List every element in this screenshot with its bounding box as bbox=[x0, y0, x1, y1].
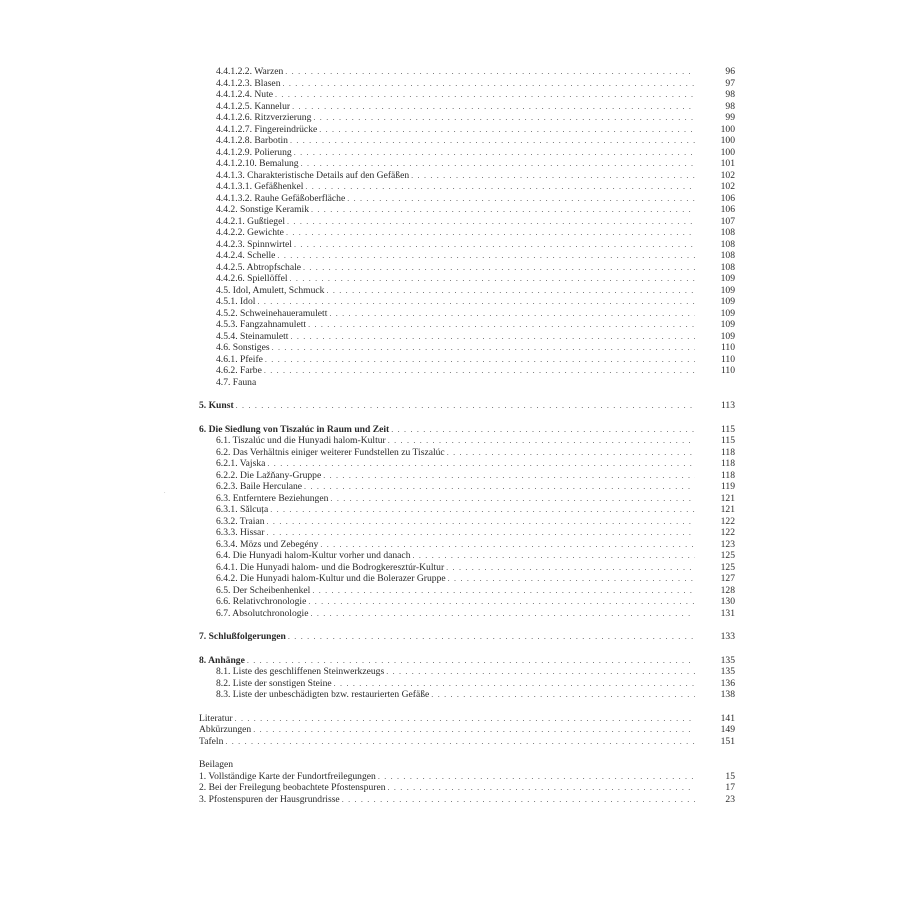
toc-entry bbox=[199, 170, 735, 182]
toc-entry-title: 4.4.1.2.2. Warzen bbox=[216, 66, 284, 77]
toc-entry bbox=[199, 331, 735, 343]
dot-leader bbox=[267, 516, 695, 528]
toc-entry-page: 130 bbox=[720, 596, 735, 607]
toc-entry-page: 106 bbox=[720, 192, 735, 204]
dot-leader bbox=[275, 89, 695, 101]
toc-entry-page: 106 bbox=[720, 204, 735, 215]
toc-entry-page: 101 bbox=[720, 158, 735, 169]
toc-entry-title: 4.4.1.2.8. Barbotin bbox=[216, 135, 288, 146]
toc-entry-page: 118 bbox=[720, 469, 735, 481]
toc-entry-page: 149 bbox=[720, 724, 735, 735]
toc-entry bbox=[199, 435, 735, 447]
toc-entry-page: 121 bbox=[720, 492, 735, 504]
dot-leader bbox=[446, 562, 695, 574]
toc-entry-page: 133 bbox=[720, 631, 735, 642]
dot-leader bbox=[290, 135, 695, 147]
toc-entry bbox=[199, 573, 735, 585]
dot-leader bbox=[290, 331, 695, 343]
toc-entry-title: 4.4.1.2.10. Bemalung bbox=[216, 158, 299, 169]
dot-leader bbox=[283, 78, 696, 90]
toc-entry bbox=[199, 354, 735, 366]
toc-entry-title: 8.2. Liste der sonstigen Steine bbox=[216, 677, 332, 689]
toc-entry-page: 108 bbox=[720, 250, 735, 261]
toc-entry-title: 4.4.1.2.7. Fingereindrücke bbox=[216, 123, 318, 135]
toc-entry-page: 115 bbox=[720, 423, 735, 435]
toc-entry-page: 151 bbox=[720, 735, 735, 747]
toc-entry-page: 108 bbox=[720, 238, 735, 250]
toc-entry-page: 118 bbox=[720, 458, 735, 469]
toc-entry bbox=[199, 239, 735, 251]
dot-leader bbox=[267, 458, 695, 470]
toc-entry bbox=[199, 124, 735, 136]
toc-entry-title: 8.1. Liste des geschliffenen Steinwerkzeugs bbox=[216, 666, 385, 677]
toc-entry-title: 4.4.2.6. Spiellöffel bbox=[216, 273, 288, 284]
toc-entry bbox=[199, 689, 735, 701]
toc-entry-title: 3. Pfostenspuren der Hausgrundrisse bbox=[199, 793, 340, 805]
toc-entry-title: 2. Bei der Freilegung beobachtete Pfostenspuren bbox=[199, 782, 386, 793]
toc-entry-page: 127 bbox=[720, 573, 735, 584]
toc-entry-title: 4.4.2.5. Abtropfschale bbox=[216, 261, 301, 273]
beilage-entry bbox=[199, 771, 735, 783]
dot-leader bbox=[326, 285, 695, 297]
dot-leader bbox=[303, 262, 695, 274]
back-matter-entry bbox=[199, 724, 735, 736]
toc-entry-page: 119 bbox=[720, 481, 735, 492]
toc-entry bbox=[199, 216, 735, 228]
dot-leader bbox=[294, 239, 695, 251]
dot-leader bbox=[294, 147, 695, 159]
toc-entry bbox=[199, 562, 735, 574]
dot-leader bbox=[448, 573, 695, 585]
toc-entry-title: 6.3.2. Traian bbox=[216, 515, 265, 527]
toc-entry bbox=[199, 447, 735, 459]
toc-entry-page: 125 bbox=[720, 561, 735, 573]
toc-entry bbox=[199, 112, 735, 124]
toc-entry-page: 122 bbox=[720, 527, 735, 538]
toc-entry bbox=[199, 678, 735, 690]
toc-entry bbox=[199, 204, 735, 216]
toc-entry-title: 6.3.1. Sălcuța bbox=[216, 504, 269, 515]
chapter-heading bbox=[199, 631, 735, 643]
toc-entry-page: 100 bbox=[720, 135, 735, 146]
toc-entry bbox=[199, 158, 735, 170]
toc-entry-title: 4.5.3. Fangzahnamulett bbox=[216, 319, 307, 330]
toc-entry-title: 4.4.2.1. Gußtiegel bbox=[216, 215, 286, 227]
toc-entry-page: 118 bbox=[720, 446, 735, 458]
toc-entry-title: 4.4.1.2.9. Polierung bbox=[216, 146, 292, 158]
dot-leader bbox=[329, 308, 695, 320]
dot-leader bbox=[334, 678, 695, 690]
toc-entry-title: 6.7. Absolutchronologie bbox=[216, 607, 309, 619]
toc-entry-page: 109 bbox=[720, 284, 735, 296]
toc-entry-page: 97 bbox=[725, 77, 735, 89]
toc-entry bbox=[199, 66, 735, 78]
toc-entry bbox=[199, 550, 735, 562]
dot-leader bbox=[287, 216, 695, 228]
toc-entry-page: 108 bbox=[720, 227, 735, 238]
dot-leader bbox=[447, 447, 695, 459]
toc-entry bbox=[199, 89, 735, 101]
toc-entry bbox=[199, 493, 735, 505]
toc-entry-title: 6.4. Die Hunyadi halom-Kultur vorher und danach bbox=[216, 550, 411, 561]
toc-entry-title: 4.5. Idol, Amulett, Schmuck bbox=[216, 284, 325, 296]
dot-leader bbox=[288, 631, 695, 643]
toc-entry-title: 4.6. Sonstiges bbox=[216, 342, 270, 353]
toc-entry-page: 109 bbox=[720, 273, 735, 284]
toc-entry-page: 131 bbox=[720, 607, 735, 619]
toc-entry bbox=[199, 470, 735, 482]
toc-entry-page: 98 bbox=[725, 100, 735, 112]
toc-entry-page: 102 bbox=[720, 181, 735, 192]
toc-entry-title: 4.4.2.2. Gewichte bbox=[216, 227, 284, 238]
toc-entry-page: 98 bbox=[725, 89, 735, 100]
beilagen-section bbox=[199, 759, 735, 805]
toc-entry bbox=[199, 78, 735, 90]
back-matter-entry bbox=[199, 713, 735, 725]
toc-entry-title: 6.1. Tiszalúc und die Hunyadi halom-Kultur bbox=[216, 435, 386, 446]
toc-entry-title: 4.7. Fauna bbox=[216, 376, 257, 388]
dot-leader bbox=[267, 527, 696, 539]
toc-entry-title: 6.4.1. Die Hunyadi halom- und die Bodrogkeresztúr-Kultur bbox=[216, 561, 445, 573]
toc-entry-title: 6.3.4. Mözs und Zebegény bbox=[216, 538, 319, 550]
toc-entry bbox=[199, 273, 735, 285]
dot-leader bbox=[235, 713, 695, 725]
toc-entry-page: 99 bbox=[725, 112, 735, 123]
toc-entry bbox=[199, 377, 735, 389]
toc-entry bbox=[199, 319, 735, 331]
toc-entry bbox=[199, 527, 735, 539]
toc-entry bbox=[199, 147, 735, 159]
toc-entry-page: 107 bbox=[720, 215, 735, 227]
toc-entry-title: 6.3.3. Hissar bbox=[216, 527, 265, 538]
toc-entry-title: 4.4.2.4. Schelle bbox=[216, 250, 276, 261]
toc-entry bbox=[199, 101, 735, 113]
toc-entry-title: 4.4.2. Sonstige Keramik bbox=[216, 204, 309, 215]
dot-leader bbox=[431, 689, 695, 701]
dot-leader bbox=[386, 666, 695, 678]
toc-entry-page: 128 bbox=[720, 584, 735, 596]
toc-entry-title: 6.3. Entferntere Beziehungen bbox=[216, 492, 329, 504]
toc-entry bbox=[199, 342, 735, 354]
toc-entry bbox=[199, 516, 735, 528]
toc-entry bbox=[199, 227, 735, 239]
toc-entry bbox=[199, 539, 735, 551]
dot-leader bbox=[342, 794, 695, 806]
toc-entry-page: 113 bbox=[720, 400, 735, 411]
toc-entry-page: 123 bbox=[720, 538, 735, 550]
dot-leader bbox=[413, 550, 696, 562]
toc-entry-title: 6.2.2. Die Lažňany-Gruppe bbox=[216, 469, 322, 481]
dot-leader bbox=[313, 112, 695, 124]
dot-leader bbox=[292, 101, 695, 113]
toc-entry-title: 6. Die Siedlung von Tiszalúc in Raum und Zeit bbox=[199, 423, 390, 435]
toc-entry-page: 110 bbox=[720, 342, 735, 353]
dot-leader bbox=[270, 504, 695, 516]
dot-leader bbox=[265, 354, 695, 366]
dot-leader bbox=[305, 181, 695, 193]
toc-entry-title: 6.2.1. Vajska bbox=[216, 458, 266, 469]
dot-leader bbox=[290, 273, 695, 285]
toc-entry-page: 110 bbox=[720, 353, 735, 365]
toc-entry-title: 4.4.1.3.1. Gefäßhenkel bbox=[216, 181, 304, 192]
beilage-entry bbox=[199, 782, 735, 794]
toc-entry-page: 109 bbox=[720, 307, 735, 319]
toc-entry bbox=[199, 193, 735, 205]
toc-entry-page: 125 bbox=[720, 550, 735, 561]
toc-entry-page: 135 bbox=[720, 654, 735, 666]
toc-entry-page: 138 bbox=[720, 689, 735, 700]
toc-entry bbox=[199, 608, 735, 620]
section-4-list bbox=[199, 66, 735, 388]
toc-entry-page: 109 bbox=[720, 330, 735, 342]
dot-leader bbox=[277, 250, 695, 262]
chapter-heading bbox=[199, 655, 735, 667]
section-5 bbox=[199, 400, 735, 412]
toc-entry-title: 6.2.3. Baile Herculane bbox=[216, 481, 303, 492]
toc-entry bbox=[199, 285, 735, 297]
dot-leader bbox=[308, 596, 695, 608]
section-7 bbox=[199, 631, 735, 643]
toc-entry bbox=[199, 481, 735, 493]
toc-entry bbox=[199, 308, 735, 320]
toc-entry-page: 96 bbox=[725, 66, 735, 77]
dot-leader bbox=[320, 539, 695, 551]
toc-entry-title: 4.4.1.3.2. Rauhe Gefäßoberfläche bbox=[216, 192, 346, 204]
toc-entry-page: 100 bbox=[720, 146, 735, 158]
toc-entry-title: 7. Schlußfolgerungen bbox=[199, 631, 286, 642]
dot-leader bbox=[286, 227, 695, 239]
toc-entry-page: 122 bbox=[720, 515, 735, 527]
toc-entry bbox=[199, 596, 735, 608]
margin-mark: . bbox=[164, 489, 166, 495]
toc-entry-title: 4.4.1.3. Charakteristische Details auf den Gefäßen bbox=[216, 169, 410, 181]
dot-leader bbox=[308, 319, 695, 331]
toc-entry-title: 4.4.2.3. Spinnwirtel bbox=[216, 238, 292, 250]
dot-leader bbox=[311, 204, 695, 216]
toc-entry bbox=[199, 458, 735, 470]
dot-leader bbox=[411, 170, 695, 182]
dot-leader bbox=[257, 296, 695, 308]
dot-leader bbox=[285, 66, 695, 78]
back-matter-entry bbox=[199, 736, 735, 748]
toc-entry-title: 8. Anhänge bbox=[199, 654, 245, 666]
toc-entry-title: 4.5.2. Schweinehaueramulett bbox=[216, 307, 328, 319]
dot-leader bbox=[391, 424, 695, 436]
toc-entry bbox=[199, 666, 735, 678]
dot-leader bbox=[304, 481, 695, 493]
toc-entry bbox=[199, 585, 735, 597]
toc-entry-page: 135 bbox=[720, 666, 735, 677]
toc-entry bbox=[199, 250, 735, 262]
dot-leader bbox=[378, 771, 695, 783]
toc-entry-title: Literatur bbox=[199, 712, 233, 724]
toc-entry bbox=[199, 262, 735, 274]
dot-leader bbox=[310, 608, 695, 620]
toc-entry-page: 110 bbox=[720, 365, 735, 376]
toc-entry-page: 109 bbox=[720, 296, 735, 307]
toc-entry-title: 4.6.1. Pfeife bbox=[216, 353, 263, 365]
toc-entry bbox=[199, 181, 735, 193]
toc-entry-page: 136 bbox=[720, 677, 735, 689]
toc-entry-title: 4.4.1.2.6. Ritzverzierung bbox=[216, 112, 312, 123]
toc-entry bbox=[199, 296, 735, 308]
beilage-entry bbox=[199, 794, 735, 806]
dot-leader bbox=[388, 435, 695, 447]
dot-leader bbox=[347, 193, 695, 205]
toc-entry-title: Abkürzungen bbox=[199, 724, 252, 735]
dot-leader bbox=[323, 470, 695, 482]
section-8 bbox=[199, 655, 735, 701]
toc-entry-page: 23 bbox=[725, 793, 735, 805]
toc-entry-page: 115 bbox=[720, 435, 735, 446]
toc-entry-title: 5. Kunst bbox=[199, 400, 234, 411]
toc-entry-title: 1. Vollständige Karte der Fundortfreilegungen bbox=[199, 770, 376, 782]
dot-leader bbox=[319, 124, 695, 136]
toc-entry-page: 17 bbox=[725, 782, 735, 793]
dot-leader bbox=[236, 400, 695, 412]
toc-entry-title: Tafeln bbox=[199, 735, 224, 747]
toc-entry-title: 6.4.2. Die Hunyadi halom-Kultur und die Bolerazer Gruppe bbox=[216, 573, 446, 584]
toc-entry bbox=[199, 135, 735, 147]
dot-leader bbox=[253, 724, 695, 736]
toc-entry-title: 6.2. Das Verhältnis einiger weiterer Fundstellen zu Tiszalúc bbox=[216, 446, 445, 458]
toc-entry-title: 6.6. Relativchronologie bbox=[216, 596, 307, 607]
toc-entry bbox=[199, 504, 735, 516]
toc-entry-page: 15 bbox=[725, 770, 735, 782]
toc-entry-title: 4.5.1. Idol bbox=[216, 296, 256, 307]
toc-entry-title: 4.4.1.2.5. Kannelur bbox=[216, 100, 291, 112]
dot-leader bbox=[272, 342, 695, 354]
toc-entry-page: 109 bbox=[720, 319, 735, 330]
dot-leader bbox=[247, 655, 695, 667]
toc-entry-title: 4.6.2. Farbe bbox=[216, 365, 262, 376]
dot-leader bbox=[388, 782, 696, 794]
toc-entry-title: 6.5. Der Scheibenhenkel bbox=[216, 584, 311, 596]
table-of-contents bbox=[199, 66, 735, 805]
toc-entry bbox=[199, 365, 735, 377]
dot-leader bbox=[330, 493, 695, 505]
dot-leader bbox=[312, 585, 695, 597]
beilagen-heading: Beilagen bbox=[199, 759, 234, 770]
dot-leader bbox=[264, 365, 695, 377]
toc-entry-page: 108 bbox=[720, 261, 735, 273]
toc-entry-title: 8.3. Liste der unbeschädigten bzw. restaurierten Gefäße bbox=[216, 689, 430, 700]
section-6 bbox=[199, 424, 735, 620]
chapter-heading bbox=[199, 400, 735, 412]
toc-entry-page: 141 bbox=[720, 712, 735, 724]
dot-leader bbox=[301, 158, 695, 170]
toc-entry-page: 102 bbox=[720, 169, 735, 181]
toc-entry-title: 4.4.1.2.3. Blasen bbox=[216, 77, 281, 89]
toc-entry-page: 121 bbox=[720, 504, 735, 515]
back-matter bbox=[199, 713, 735, 748]
toc-entry-page: 100 bbox=[720, 123, 735, 135]
toc-entry-title: 4.5.4. Steinamulett bbox=[216, 330, 289, 342]
chapter-heading bbox=[199, 424, 735, 436]
toc-entry-title: 4.4.1.2.4. Nute bbox=[216, 89, 274, 100]
dot-leader bbox=[225, 736, 695, 748]
